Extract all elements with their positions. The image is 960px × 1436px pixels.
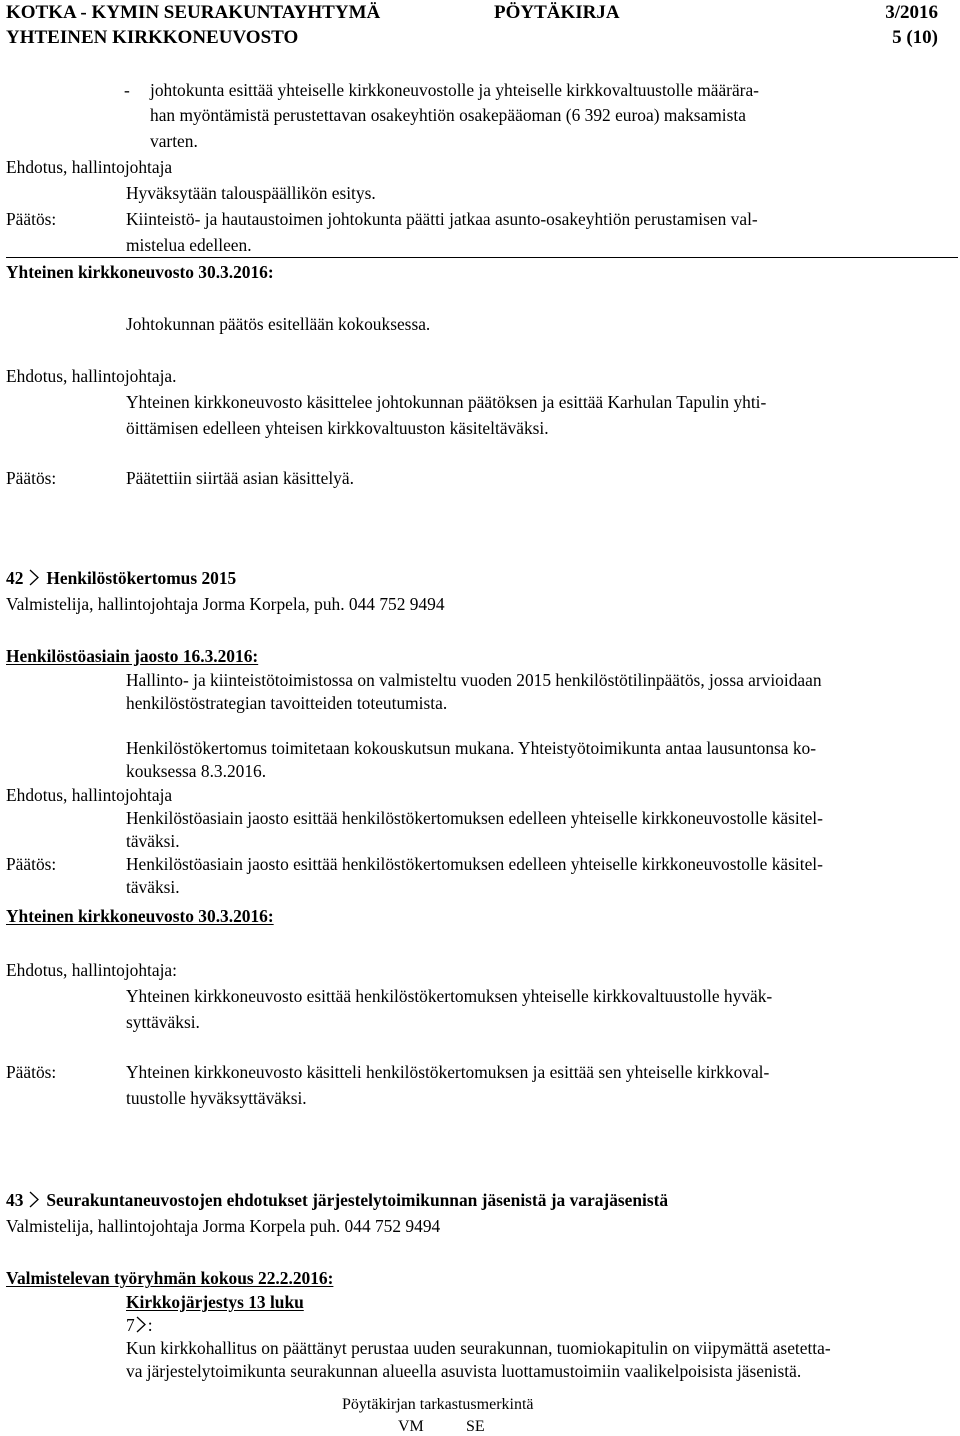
divider-rule bbox=[6, 257, 958, 258]
header-doc-type: PÖYTÄKIRJA bbox=[494, 2, 620, 23]
section-arrow-icon bbox=[29, 1191, 40, 1212]
paragraph-ref bbox=[126, 1315, 153, 1337]
section-arrow-icon bbox=[29, 569, 40, 590]
s43-text-line-2: va järjestelytoimikunta seurakunnan alueella asuvista luottamustoimiin vaalikelpoisista jäsenistä. bbox=[126, 1361, 802, 1381]
section-42-heading bbox=[6, 568, 236, 590]
s42-ehdotus2-line-1: Yhteinen kirkkoneuvosto esittää henkilöstökertomuksen yhteiselle kirkkovaltuustolle hyväk- bbox=[126, 986, 773, 1006]
ehdotus2-line-2: öittämisen edelleen yhteisen kirkkovaltuuston käsiteltäväksi. bbox=[126, 418, 549, 438]
section-42-preparer: Valmistelija, hallintojohtaja Jorma Korpela, puh. 044 752 9494 bbox=[6, 594, 445, 614]
s42-p2-line-1: Henkilöstökertomus toimitetaan kokouskutsun mukana. Yhteistyötoimikunta antaa lausuntonsa ko- bbox=[126, 738, 817, 758]
meeting-heading: Yhteinen kirkkoneuvosto 30.3.2016: bbox=[6, 262, 274, 282]
footer-initials-1: VM bbox=[398, 1418, 424, 1435]
jaosto-heading: Henkilöstöasiain jaosto 16.3.2016: bbox=[6, 646, 259, 666]
s42-ehdotus-line-2: täväksi. bbox=[126, 831, 180, 851]
paatos-line-1: Kiinteistö- ja hautaustoimen johtokunta päätti jatkaa asunto-osakeyhtiön perustamisen val- bbox=[126, 209, 758, 229]
s42-ehdotus-label: Ehdotus, hallintojohtaja bbox=[6, 785, 173, 805]
section-43-number: 43 bbox=[6, 1190, 24, 1210]
ehdotus-text: Hyväksytään talouspäällikön esitys. bbox=[126, 183, 376, 203]
header-number: 3/2016 bbox=[885, 2, 938, 23]
bullet-line-3: varten. bbox=[150, 131, 198, 151]
s42-meeting-heading: Yhteinen kirkkoneuvosto 30.3.2016: bbox=[6, 906, 274, 926]
header-body: YHTEINEN KIRKKONEUVOSTO bbox=[6, 27, 299, 48]
bullet-line-1: johtokunta esittää yhteiselle kirkkoneuvostolle ja yhteiselle kirkkovaltuustolle määrära- bbox=[150, 80, 759, 100]
s42-p1-line-1: Hallinto- ja kiinteistötoimistossa on valmisteltu vuoden 2015 henkilöstötilinpäätös, jossa arvioidaan bbox=[126, 670, 822, 690]
paatos-label: Päätös: bbox=[6, 209, 57, 229]
bullet-line-2: han myöntämistä perustettavan osakeyhtiön osakepääoman (6 392 euroa) maksamista bbox=[150, 105, 746, 125]
ehdotus2-label: Ehdotus, hallintojohtaja. bbox=[6, 366, 177, 386]
s42-paatos2-line-2: tuustolle hyväksyttäväksi. bbox=[126, 1088, 307, 1108]
bullet-dash: - bbox=[124, 80, 130, 100]
section-43-preparer: Valmistelija, hallintojohtaja Jorma Korpela puh. 044 752 9494 bbox=[6, 1216, 441, 1236]
s42-p2-line-2: kouksessa 8.3.2016. bbox=[126, 761, 267, 781]
s42-paatos-line-2: täväksi. bbox=[126, 877, 180, 897]
s42-paatos2-label: Päätös: bbox=[6, 1062, 57, 1082]
s42-ehdotus2-line-2: syttäväksi. bbox=[126, 1012, 200, 1032]
meeting-text: Johtokunnan päätös esitellään kokouksessa. bbox=[126, 314, 431, 334]
s42-p1-line-2: henkilöstöstrategian tavoitteiden toteutumista. bbox=[126, 693, 448, 713]
ehdotus2-line-1: Yhteinen kirkkoneuvosto käsittelee johtokunnan päätöksen ja esittää Karhulan Tapulin yhti- bbox=[126, 392, 767, 412]
section-43-title: Seurakuntaneuvostojen ehdotukset järjestelytoimikunnan jäsenistä ja varajäsenistä bbox=[46, 1190, 669, 1210]
s43-text-line-1: Kun kirkkohallitus on päättänyt perustaa uuden seurakunnan, tuomiokapitulin on viipymättä asetetta- bbox=[126, 1338, 831, 1358]
ehdotus-label: Ehdotus, hallintojohtaja bbox=[6, 157, 173, 177]
footer-label: Pöytäkirjan tarkastusmerkintä bbox=[342, 1396, 534, 1413]
s42-paatos-label: Päätös: bbox=[6, 854, 57, 874]
s42-paatos-line-1: Henkilöstöasiain jaosto esittää henkilöstökertomuksen edelleen yhteiselle kirkkoneuvostolle käsitel- bbox=[126, 854, 823, 874]
s42-paatos2-line-1: Yhteinen kirkkoneuvosto käsitteli henkilöstökertomuksen ja esittää sen yhteiselle kirkkoval- bbox=[126, 1062, 770, 1082]
paragraph-colon: : bbox=[147, 1315, 153, 1335]
section-arrow-icon bbox=[136, 1316, 147, 1337]
working-group-heading: Valmistelevan työryhmän kokous 22.2.2016: bbox=[6, 1268, 334, 1288]
section-43-heading bbox=[6, 1190, 668, 1212]
paatos2-label: Päätös: bbox=[6, 468, 57, 488]
section-42-number: 42 bbox=[6, 568, 24, 588]
paatos-line-2: mistelua edelleen. bbox=[126, 235, 252, 255]
footer-initials-2: SE bbox=[466, 1418, 485, 1435]
header-org: KOTKA - KYMIN SEURAKUNTAYHTYMÄ bbox=[6, 2, 381, 23]
paragraph-number: 7 bbox=[126, 1315, 135, 1335]
section-42-title: Henkilöstökertomus 2015 bbox=[46, 568, 237, 588]
paatos2-text: Päätettiin siirtää asian käsittelyä. bbox=[126, 468, 354, 488]
s42-ehdotus2-label: Ehdotus, hallintojohtaja: bbox=[6, 960, 177, 980]
church-order-chapter: Kirkkojärjestys 13 luku bbox=[126, 1292, 304, 1312]
header-page: 5 (10) bbox=[892, 27, 938, 48]
s42-ehdotus-line-1: Henkilöstöasiain jaosto esittää henkilöstökertomuksen edelleen yhteiselle kirkkoneuvostolle käsitel- bbox=[126, 808, 823, 828]
